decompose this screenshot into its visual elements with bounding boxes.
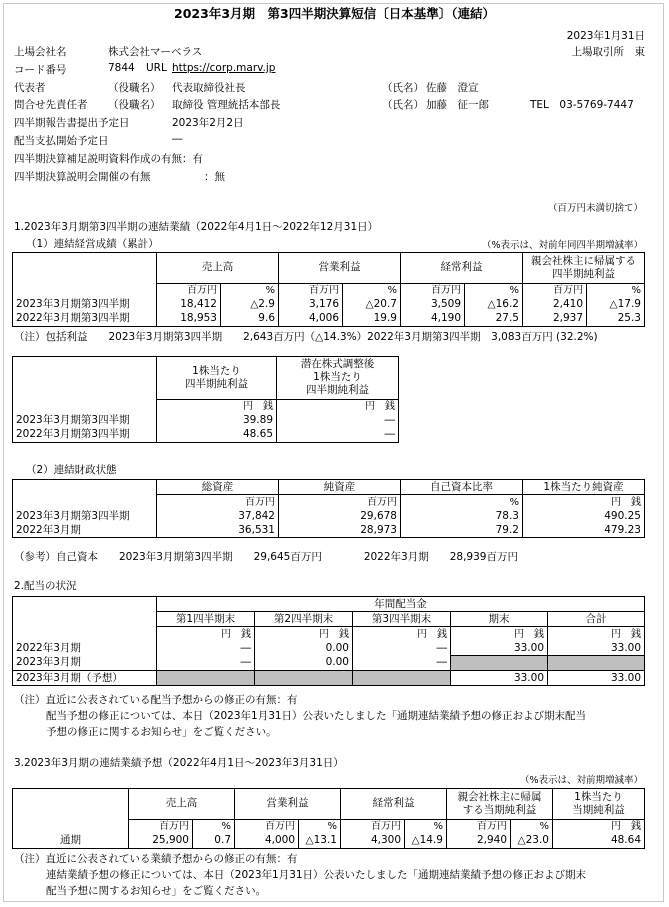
financial-position-table: 総資産 純資産 自己資本比率 1株当たり純資産 百万円 百万円 % 円 銭 2023年3月期第3四半期 37,842 29,678 78.3 490.25 2022年3月期 36,531 28,973 79.2 479.23 (12, 479, 645, 538)
fin-header-net-assets: 純資産 (279, 480, 401, 495)
rep-label: 代表者 (14, 82, 46, 94)
dividend-start-label: 配当支払開始予定日 (14, 135, 109, 147)
contact-label: 問合せ先責任者 (14, 99, 88, 111)
contact-role-label: （役職名） (108, 99, 161, 111)
forecast-header-ordinary: 経常利益 (341, 789, 447, 820)
results-header-sales: 売上高 (157, 253, 279, 284)
code-number: 7844 (108, 62, 135, 74)
table-row: 2023年3月期第3四半期 39.89 ― (13, 414, 399, 428)
shaded-cell (548, 656, 645, 671)
unit-mil: 百万円 (279, 283, 343, 298)
dividend-note-3: 予想の修正に関するお知らせ」をご覧ください。 (46, 726, 277, 738)
contact-tel: TEL 03-5769-7447 (530, 99, 634, 111)
stock-exchange: 上場取引所 東 (571, 46, 645, 58)
fin-header-bps: 1株当たり純資産 (523, 480, 645, 495)
section1-sub1-title: （1）連結経営成績（累計） (26, 238, 159, 250)
diluted-eps-header: 潜在株式調整後 1株当たり 四半期純利益 (277, 357, 399, 400)
forecast-note-1: （注）直近に公表されている業績予想からの修正の有無：有 (14, 853, 298, 865)
section1-sub1-note: （%表示は、対前年同四半期増減率） (481, 240, 643, 251)
unit-mil: 百万円 (523, 283, 587, 298)
forecast-note-2: 連結業績予想の修正については、本日（2023年1月31日）公表いたしました「通期連結業績予想の修正および期末 (46, 869, 587, 881)
results-table (12, 252, 645, 327)
contact-name: 加藤 征一郎 (426, 99, 489, 111)
rep-role: 代表取締役社長 (172, 82, 246, 94)
company-label: 上場会社名 (14, 46, 67, 58)
unit-mil: 百万円 (157, 283, 221, 298)
dividend-note-2: 配当予想の修正については、本日（2023年1月31日）公表いたしました「通期連結業績予想の修正および期末配当 (46, 710, 587, 722)
contact-role: 取締役 管理統括本部長 (172, 99, 281, 111)
shaded-cell (255, 671, 353, 686)
unit-pct: % (343, 283, 401, 298)
unit-yen: 円 銭 (157, 399, 277, 414)
fin-header-equity-ratio: 自己資本比率 (401, 480, 523, 495)
shaded-cell (353, 671, 451, 686)
forecast-header-operating: 営業利益 (235, 789, 341, 820)
unit-mil: 百万円 (401, 283, 465, 298)
table-row: 2022年3月期第3四半期 48.65 ― (13, 428, 399, 443)
dividend-start: ― (172, 133, 183, 145)
report-date: 2023年2月2日 (172, 117, 244, 129)
section1-sub2-title: （2）連結財政状態 (26, 464, 117, 476)
unit-pct: % (221, 283, 279, 298)
results-header-operating: 営業利益 (279, 253, 401, 284)
table-row: 2023年3月期第3四半期 37,842 29,678 78.3 490.25 (13, 509, 645, 523)
document-title: 2023年3月期 第3四半期決算短信〔日本基準〕（連結） (174, 6, 495, 21)
eps-header: 1株当たり 四半期純利益 (157, 357, 277, 400)
table-row: 2022年3月期 ― 0.00 ― 33.00 33.00 (13, 641, 645, 656)
company-name: 株式会社マーベラス (108, 46, 203, 58)
code-label: コード番号 (14, 64, 67, 76)
table-row: 2023年3月期第3四半期 18,412 △2.9 3,176 △20.7 3,509 △16.2 2,410 △17.9 (13, 298, 645, 312)
section3-note: （%表示は、対前期増減率） (519, 775, 643, 786)
rep-name-label: （氏名） (382, 82, 424, 94)
briefing-label: 四半期決算説明会開催の有無 (14, 171, 151, 183)
company-url-link[interactable]: https://corp.marv.jp (172, 62, 276, 74)
unit-pct: % (465, 283, 523, 298)
publish-date: 2023年1月31日 (566, 30, 645, 42)
forecast-header-net: 親会社株主に帰属 する当期純利益 (447, 789, 553, 820)
section1-title: 1.2023年3月期第3四半期の連結業績（2022年4月1日～2022年12月31日） (14, 221, 379, 233)
dividend-note-1: （注）直近に公表されている配当予想からの修正の有無：有 (14, 694, 298, 706)
section3-title: 3.2023年3月期の連結業績予想（2022年4月1日～2023年3月31日） (14, 757, 344, 769)
rep-role-label: （役職名） (108, 82, 161, 94)
eps-table (12, 356, 399, 443)
forecast-note-3: 配当予想に関するお知らせ」をご覧ください。 (46, 885, 267, 897)
briefing-value: ：無 (204, 171, 225, 183)
comprehensive-income-note: （注）包括利益 2023年3月期第3四半期 2,643百万円（△14.3%）2022年3月期第3四半期 3,083百万円 (32.2%) (14, 331, 598, 343)
fin-header-total-assets: 総資産 (157, 480, 279, 495)
table-row: 2022年3月期第3四半期 18,953 9.6 4,006 19.9 4,190 27.5 2,937 25.3 (13, 312, 645, 327)
url-label: URL (146, 62, 167, 74)
supplement-material: 四半期決算補足説明資料作成の有無：有 (14, 153, 203, 165)
forecast-table: 売上高 営業利益 経常利益 親会社株主に帰属 する当期純利益 1株当たり 当期純利益 百万円 % 百万円 % 百万円 % 百万円 % 円 銭 通期 25,900 0.7 4,000 △13.1 4,300 △14.9 2,940 △23.0 48.64 (12, 788, 645, 849)
dividend-group-header: 年間配当金 (157, 597, 645, 612)
contact-name-label: （氏名） (382, 99, 424, 111)
shaded-cell (157, 671, 255, 686)
section2-title: 2.配当の状況 (14, 580, 77, 592)
results-header-ordinary: 経常利益 (401, 253, 523, 284)
table-row: 2023年3月期 ― 0.00 ― (13, 656, 645, 671)
shaded-cell (451, 656, 548, 671)
unit-pct: % (587, 283, 645, 298)
rep-name: 佐藤 澄宣 (426, 82, 479, 94)
dividend-table: 年間配当金 第1四半期末 第2四半期末 第3四半期末 期末 合計 円 銭 円 銭 円 銭 円 銭 円 銭 2022年3月期 ― 0.00 ― 33.00 33.00 2023年3月期 ― 0.00 ― 2023年3月期（予想） 33.00 33.00 (12, 596, 645, 686)
table-row: 通期 25,900 0.7 4,000 △13.1 4,300 △14.9 2,940 △23.0 48.64 (13, 834, 645, 849)
table-row: 2023年3月期（予想） 33.00 33.00 (13, 671, 645, 686)
equity-note: （参考）自己資本 2023年3月期第3四半期 29,645百万円 2022年3月期 28,939百万円 (14, 551, 518, 563)
table-row: 2022年3月期 36,531 28,973 79.2 479.23 (13, 523, 645, 538)
report-date-label: 四半期報告書提出予定日 (14, 117, 130, 129)
rounding-note: （百万円未満切捨て） (547, 203, 643, 214)
forecast-header-sales: 売上高 (129, 789, 235, 820)
unit-yen: 円 銭 (277, 399, 399, 414)
results-header-net: 親会社株主に帰属する 四半期純利益 (523, 253, 645, 284)
forecast-header-eps: 1株当たり 当期純利益 (553, 789, 645, 820)
